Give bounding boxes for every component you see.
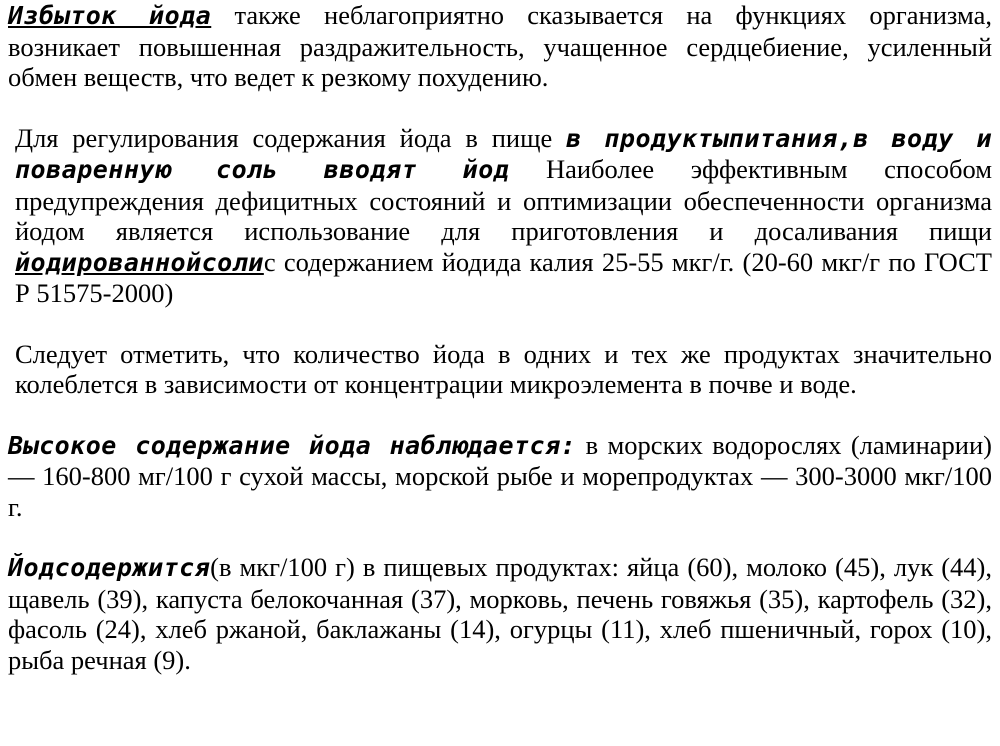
paragraph-spacer (8, 93, 992, 123)
paragraph-excess-iodine (8, 0, 992, 93)
keyword-iodine-added: в продуктыпитания,в воду и поваренную соль вводят йод (15, 123, 992, 184)
paragraph-spacer (8, 522, 992, 552)
paragraph-lead-text: Для регулирования содержания йода в пище (15, 122, 567, 153)
keyword-excess-iodine: Избыток йода (8, 1, 212, 30)
paragraph-text: также неблагоприятно сказывается на функциях организма, возникает повышенная раздражительность, учащенное сердцебиение, усиленный обмен веществ, что ведет к резкому похудению. (8, 0, 992, 92)
paragraph-iodine-regulation (8, 123, 992, 309)
keyword-iodized-salt: йодированнойсоли (15, 247, 264, 277)
paragraph-spacer (8, 400, 992, 430)
paragraph-high-iodine (8, 430, 992, 523)
paragraph-spacer (8, 309, 992, 339)
keyword-iodine-contained: Йодсодержится (8, 553, 211, 582)
paragraph-tail-text: с содержанием йодида калия 25-55 мкг/г. (20-60 мкг/г по ГОСТ Р 51575-2000) (15, 246, 992, 308)
paragraph-iodine-variation (8, 339, 992, 400)
paragraph-text: в морских водорослях (ламинарии) — 160-800 мг/100 г сухой массы, морской рыбе и морепродуктах — 300-3000 мкг/100 г. (8, 429, 992, 522)
paragraph-iodine-foods (8, 552, 992, 675)
paragraph-text: Наиболее эффективным способом предупреждения дефицитных состояний и оптимизации обеспеченности организма йодом является использование для приготовления и досаливания пищи (15, 154, 992, 246)
paragraph-text: (в мкг/100 г) в пищевых продуктах: яйца (60), молоко (45), лук (44), щавель (39), капуста белокочанная (37), морковь, печень говяжья (35), картофель (32), фасоль (24), хлеб ржаной, баклажаны (14), огурцы (11), хлеб пшеничный, горох (10), рыба речная (9). (8, 552, 992, 675)
paragraph-text: Следует отметить, что количество йода в одних и тех же продуктах значительно колеблется в зависимости от концентрации микроэлемента в почве и воде. (15, 338, 992, 399)
document-body (8, 0, 992, 675)
keyword-high-iodine: Высокое содержание йода наблюдается: (8, 430, 577, 460)
